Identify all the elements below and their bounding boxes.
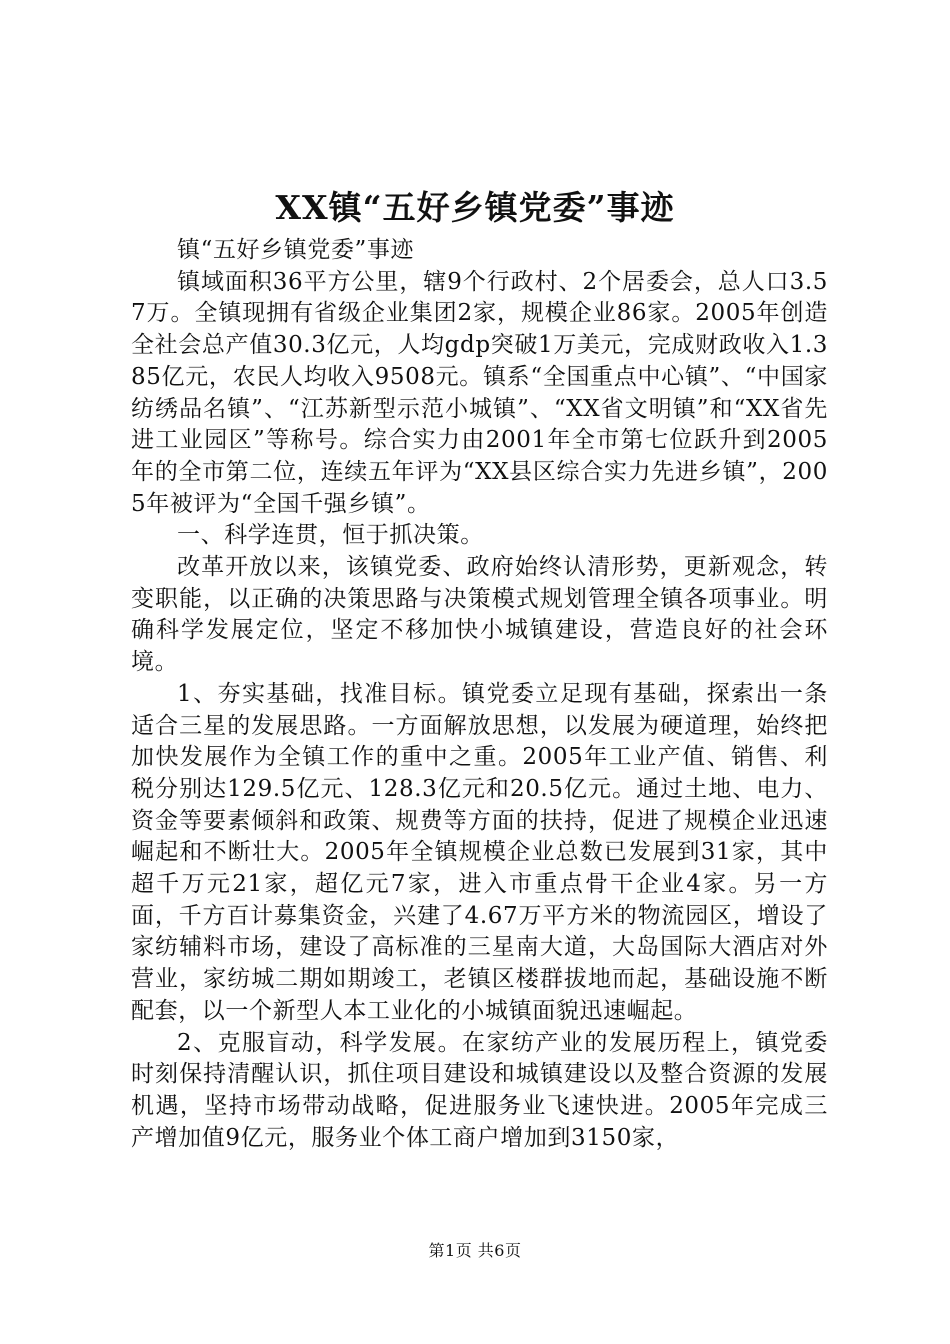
document-title: XX镇“五好乡镇党委”事迹 (275, 188, 675, 227)
paragraph-subtitle: 镇“五好乡镇党委”事迹 (177, 237, 415, 263)
section-heading-1: 一、科学连贯，恒于抓决策。 (177, 522, 484, 549)
page-number-footer: 第1页 共6页 (428, 1241, 522, 1260)
paragraph-foundation: 1、夯实基础，找准目标。镇党委立足现有基础，探索出一条适合三星的发展思路。一方面解放思想，以发展为硬道理，始终把加快发展作为全镇工作的重中之重。2005年工业产值、销售、利税分别达129.5亿元、128.3亿元和20.5亿元。通过土地、电力、资金等要素倾斜和政策、规费等方面的扶持，促进了规模企业迅速崛起和不断壮大。2005年全镇规模企业总数已发展到31家，其中超千万元21家，超亿元7家，进入市重点骨干企业4家。另一方面，千方百计募集资金，兴建了4.67万平方米的物流园区，增设了家纺辅料市场，建设了高标准的三星南大道，大岛国际大酒店对外营业，家纺城二期如期竣工，老镇区楼群拔地而起，基础设施不断配套，以一个新型人本工业化的小城镇面貌迅速崛起。 (131, 680, 828, 1024)
paragraph-reform: 改革开放以来，该镇党委、政府始终认清形势，更新观念，转变职能，以正确的决策思路与决策模式规划管理全镇各项事业。明确科学发展定位，坚定不移加快小城镇建设，营造良好的社会环境。 (131, 554, 828, 676)
document-body (131, 235, 828, 1154)
paragraph-development: 2、克服盲动，科学发展。在家纺产业的发展历程上，镇党委时刻保持清醒认识，抓住项目建设和城镇建设以及整合资源的发展机遇，坚持市场带动战略，促进服务业飞速快进。2005年完成三产增加值9亿元，服务业个体工商户增加到3150家， (131, 1029, 828, 1151)
paragraph-overview: 镇域面积36平方公里，辖9个行政村、2个居委会，总人口3.57万。全镇现拥有省级企业集团2家，规模企业86家。2005年创造全社会总产值30.3亿元，人均gdp突破1万美元，完成财政收入1.385亿元，农民人均收入9508元。镇系“全国重点中心镇”、“中国家纺绣品名镇”、“江苏新型示范小城镇”、“XX省文明镇”和“XX省先进工业园区”等称号。综合实力由2001年全市第七位跃升到2005年的全市第二位，连续五年评为“XX县区综合实力先进乡镇”，2005年被评为“全国千强乡镇”。 (131, 268, 828, 517)
